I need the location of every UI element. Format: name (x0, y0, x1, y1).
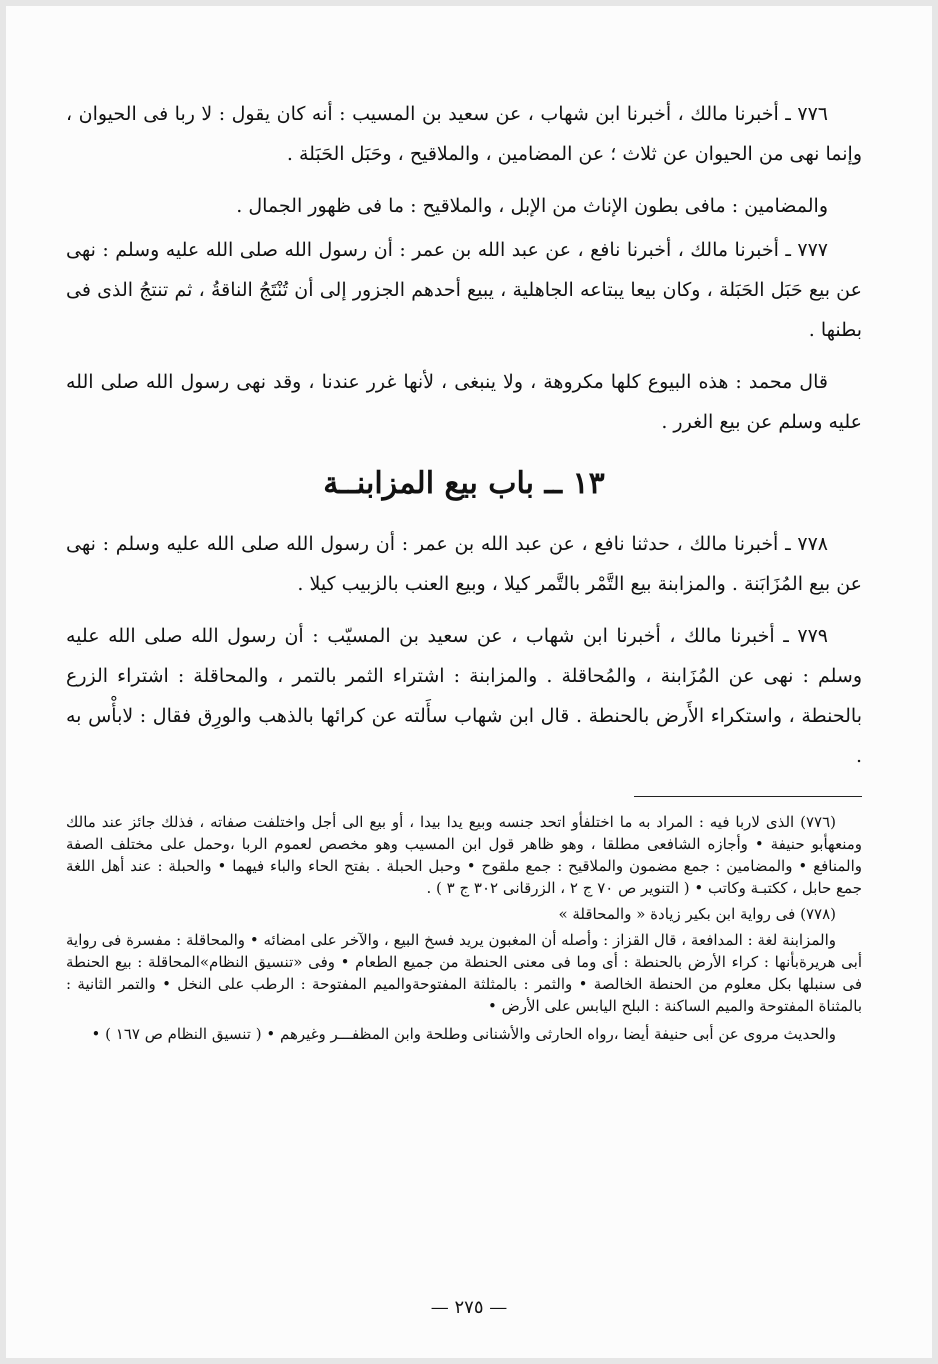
main-text (66, 94, 862, 776)
paragraph-muhammad: قال محمد : هذه البيوع كلها مكروهة ، ولا ينبغى ، لأنها غرر عندنا ، وقد نهى رسول الله صلى الله عليه وسلم عن بيع الغرر . (66, 371, 862, 433)
footnotes (66, 811, 862, 1045)
footnote-hadith-note: والحديث مروى عن أبى حنيفة أيضا ،رواه الحارثى والأشنانى وطلحة وابن المظفـــر وغيرهم • ( تنسيق النظام ص ١٦٧ ) • (91, 1025, 836, 1043)
paragraph-776: ٧٧٦ ـ أخبرنا مالك ، أخبرنا ابن شهاب ، عن سعيد بن المسيب : أنه كان يقول : لا ربا فى الحيوان ، وإنما نهى من الحيوان عن ثلاث ؛ عن المضامين ، والملاقيح ، وحَبَل الحَبَلة . (66, 103, 862, 165)
footnote-separator (634, 796, 862, 797)
paragraph-776-gloss: والمضامين : مافى بطون الإناث من الإبل ، والملاقيح : ما فى ظهور الجمال . (236, 195, 828, 217)
chapter-heading: ١٣ ــ باب بيع المزابنــة (323, 466, 605, 501)
footnote-separator-wrap (66, 796, 862, 797)
page-number: — ٢٧٥ — (430, 1297, 508, 1318)
paragraph-778: ٧٧٨ ـ أخبرنا مالك ، حدثنا نافع ، عن عبد الله بن عمر : أن رسول الله صلى الله عليه وسلم : نهى عن بيع المُزَابَنة . والمزابنة بيع التَّمْر بالتَّمر كيلا ، وبيع العنب بالزبيب كيلا . (66, 533, 862, 595)
footnote-778-gloss: والمزابنة لغة : المدافعة ، قال القزاز : وأصله أن المغبون يريد فسخ البيع ، والآخر على امضائه • والمحاقلة : مفسرة فى رواية أبى هريرةبأنها : كراء الأرض بالحنطة : أى وما فى معنى الحنطة من جميع الطعام • وفى «تنسيق النظام»المحاقلة : بيع الحنطة فى سنبلها بكل معلوم من الحنطة الخالصة • والثمر : بالمثلثة المفتوحةوالميم المفتوحة : الرطب على النخل • والتمر الثانية : بالمثناة المفتوحة والميم الساكنة : البلح اليابس على الأرض • (66, 931, 862, 1015)
footnote-778: (٧٧٨) فى رواية ابن بكير زيادة « والمحاقلة » (558, 905, 836, 923)
paragraph-777: ٧٧٧ ـ أخبرنا مالك ، أخبرنا نافع ، عن عبد الله بن عمر : أن رسول الله صلى الله عليه وسلم : نهى عن بيع حَبَل الحَبَلة ، وكان بيعا يبتاعه الجاهلية ، يبيع أحدهم الجزور إلى أن تُنْتَجُ الناقةُ ، ثم تنتجُ الذى فى بطنها . (66, 239, 862, 341)
paragraph-779: ٧٧٩ ـ أخبرنا مالك ، أخبرنا ابن شهاب ، عن سعيد بن المسيّب : أن رسول الله صلى الله عليه وسلم : نهى عن المُزَابنة ، والمُحاقلة . والمزابنة : اشتراء الثمر بالتمر ، والمحاقلة : اشتراء الزرع بالحنطة ، واستكراء الأَرض بالحنطة . قال ابن شهاب سأَلته عن كرائها بالذهب والورِق فقال : لابأْس به . (66, 625, 862, 767)
page-content (66, 94, 862, 1338)
footnote-776: (٧٧٦) الذى لاربا فيه : المراد به ما اختلفأو اتحد جنسه وبيع يدا بيدا ، أو بيع الى أجل واختلفت صفاته ، فذلك جائز عند مالك ومنعهأبو حنيفة • وأجازه الشافعى مطلقا ، وهو ظاهر قول ابن المسيب وهو مخصص لعموم الربا ،وحمل على مختلف الصفة والمنافع • والمضامين : جمع مضمون والملاقيح : جمع ملقوح • وحبل الحبلة . بفتح الحاء والباء فيهما • والحبلة : عند أهل اللغة جمع حابل ، ككتبـة وكاتب • ( التنوير ص ٧٠ ج ٢ ، الزرقانى ٣٠٢ ج ٣ ) . (66, 813, 862, 897)
